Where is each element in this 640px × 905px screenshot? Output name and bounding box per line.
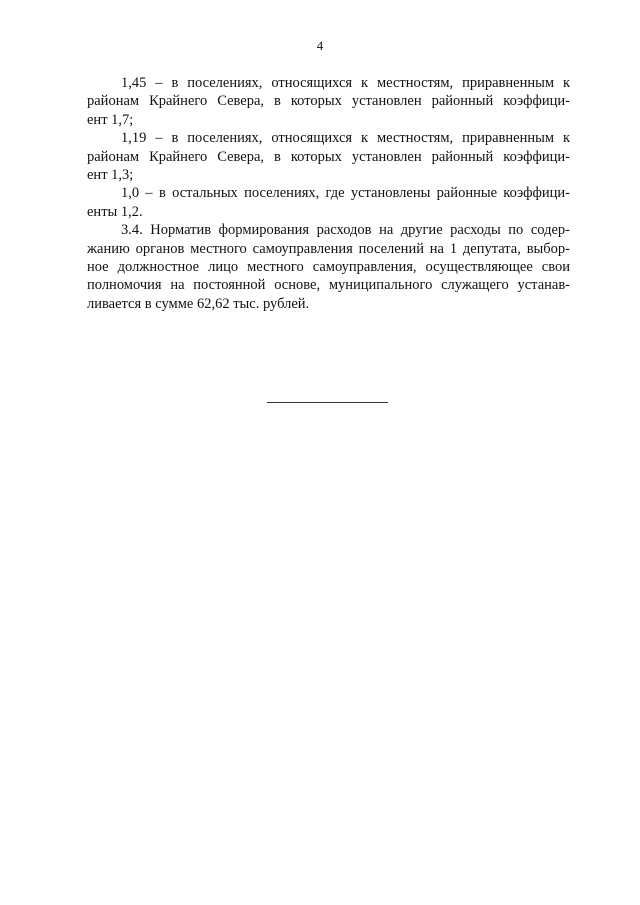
text-line: районам Крайнего Севера, в которых установлен районный коэффици-	[87, 148, 570, 165]
text-line: ент 1,3;	[87, 166, 134, 183]
text-line: ент 1,7;	[87, 111, 134, 128]
text-line: 1,19 – в поселениях, относящихся к местностям, приравненным к	[121, 130, 570, 147]
end-divider-line	[267, 402, 388, 403]
text-line: 1,45 – в поселениях, относящихся к местностям, приравненным к	[121, 75, 570, 91]
page-number: 4	[316, 38, 324, 53]
text-line: ное должностное лицо местного самоуправления, осуществляющее свои	[87, 258, 570, 275]
paragraph-coefficient-1-19	[87, 129, 570, 184]
text-line: ливается в сумме 62,62 тыс. рублей.	[87, 295, 310, 312]
text-line: полномочия на постоянной основе, муниципального служащего устанав-	[87, 277, 570, 294]
text-line: районам Крайнего Севера, в которых установлен районный коэффици-	[87, 93, 570, 110]
text-line: 3.4. Норматив формирования расходов на другие расходы по содер-	[121, 222, 570, 239]
text-line: жанию органов местного самоуправления поселений на 1 депутата, выбор-	[87, 240, 570, 257]
paragraph-section-3-4	[87, 221, 570, 313]
text-line: 1,0 – в остальных поселениях, где установлены районные коэффици-	[121, 185, 570, 202]
paragraph-coefficient-1-0	[87, 184, 570, 221]
paragraph-coefficient-1-45	[87, 74, 570, 129]
document-body	[87, 74, 570, 313]
text-line: енты 1,2.	[87, 203, 143, 220]
